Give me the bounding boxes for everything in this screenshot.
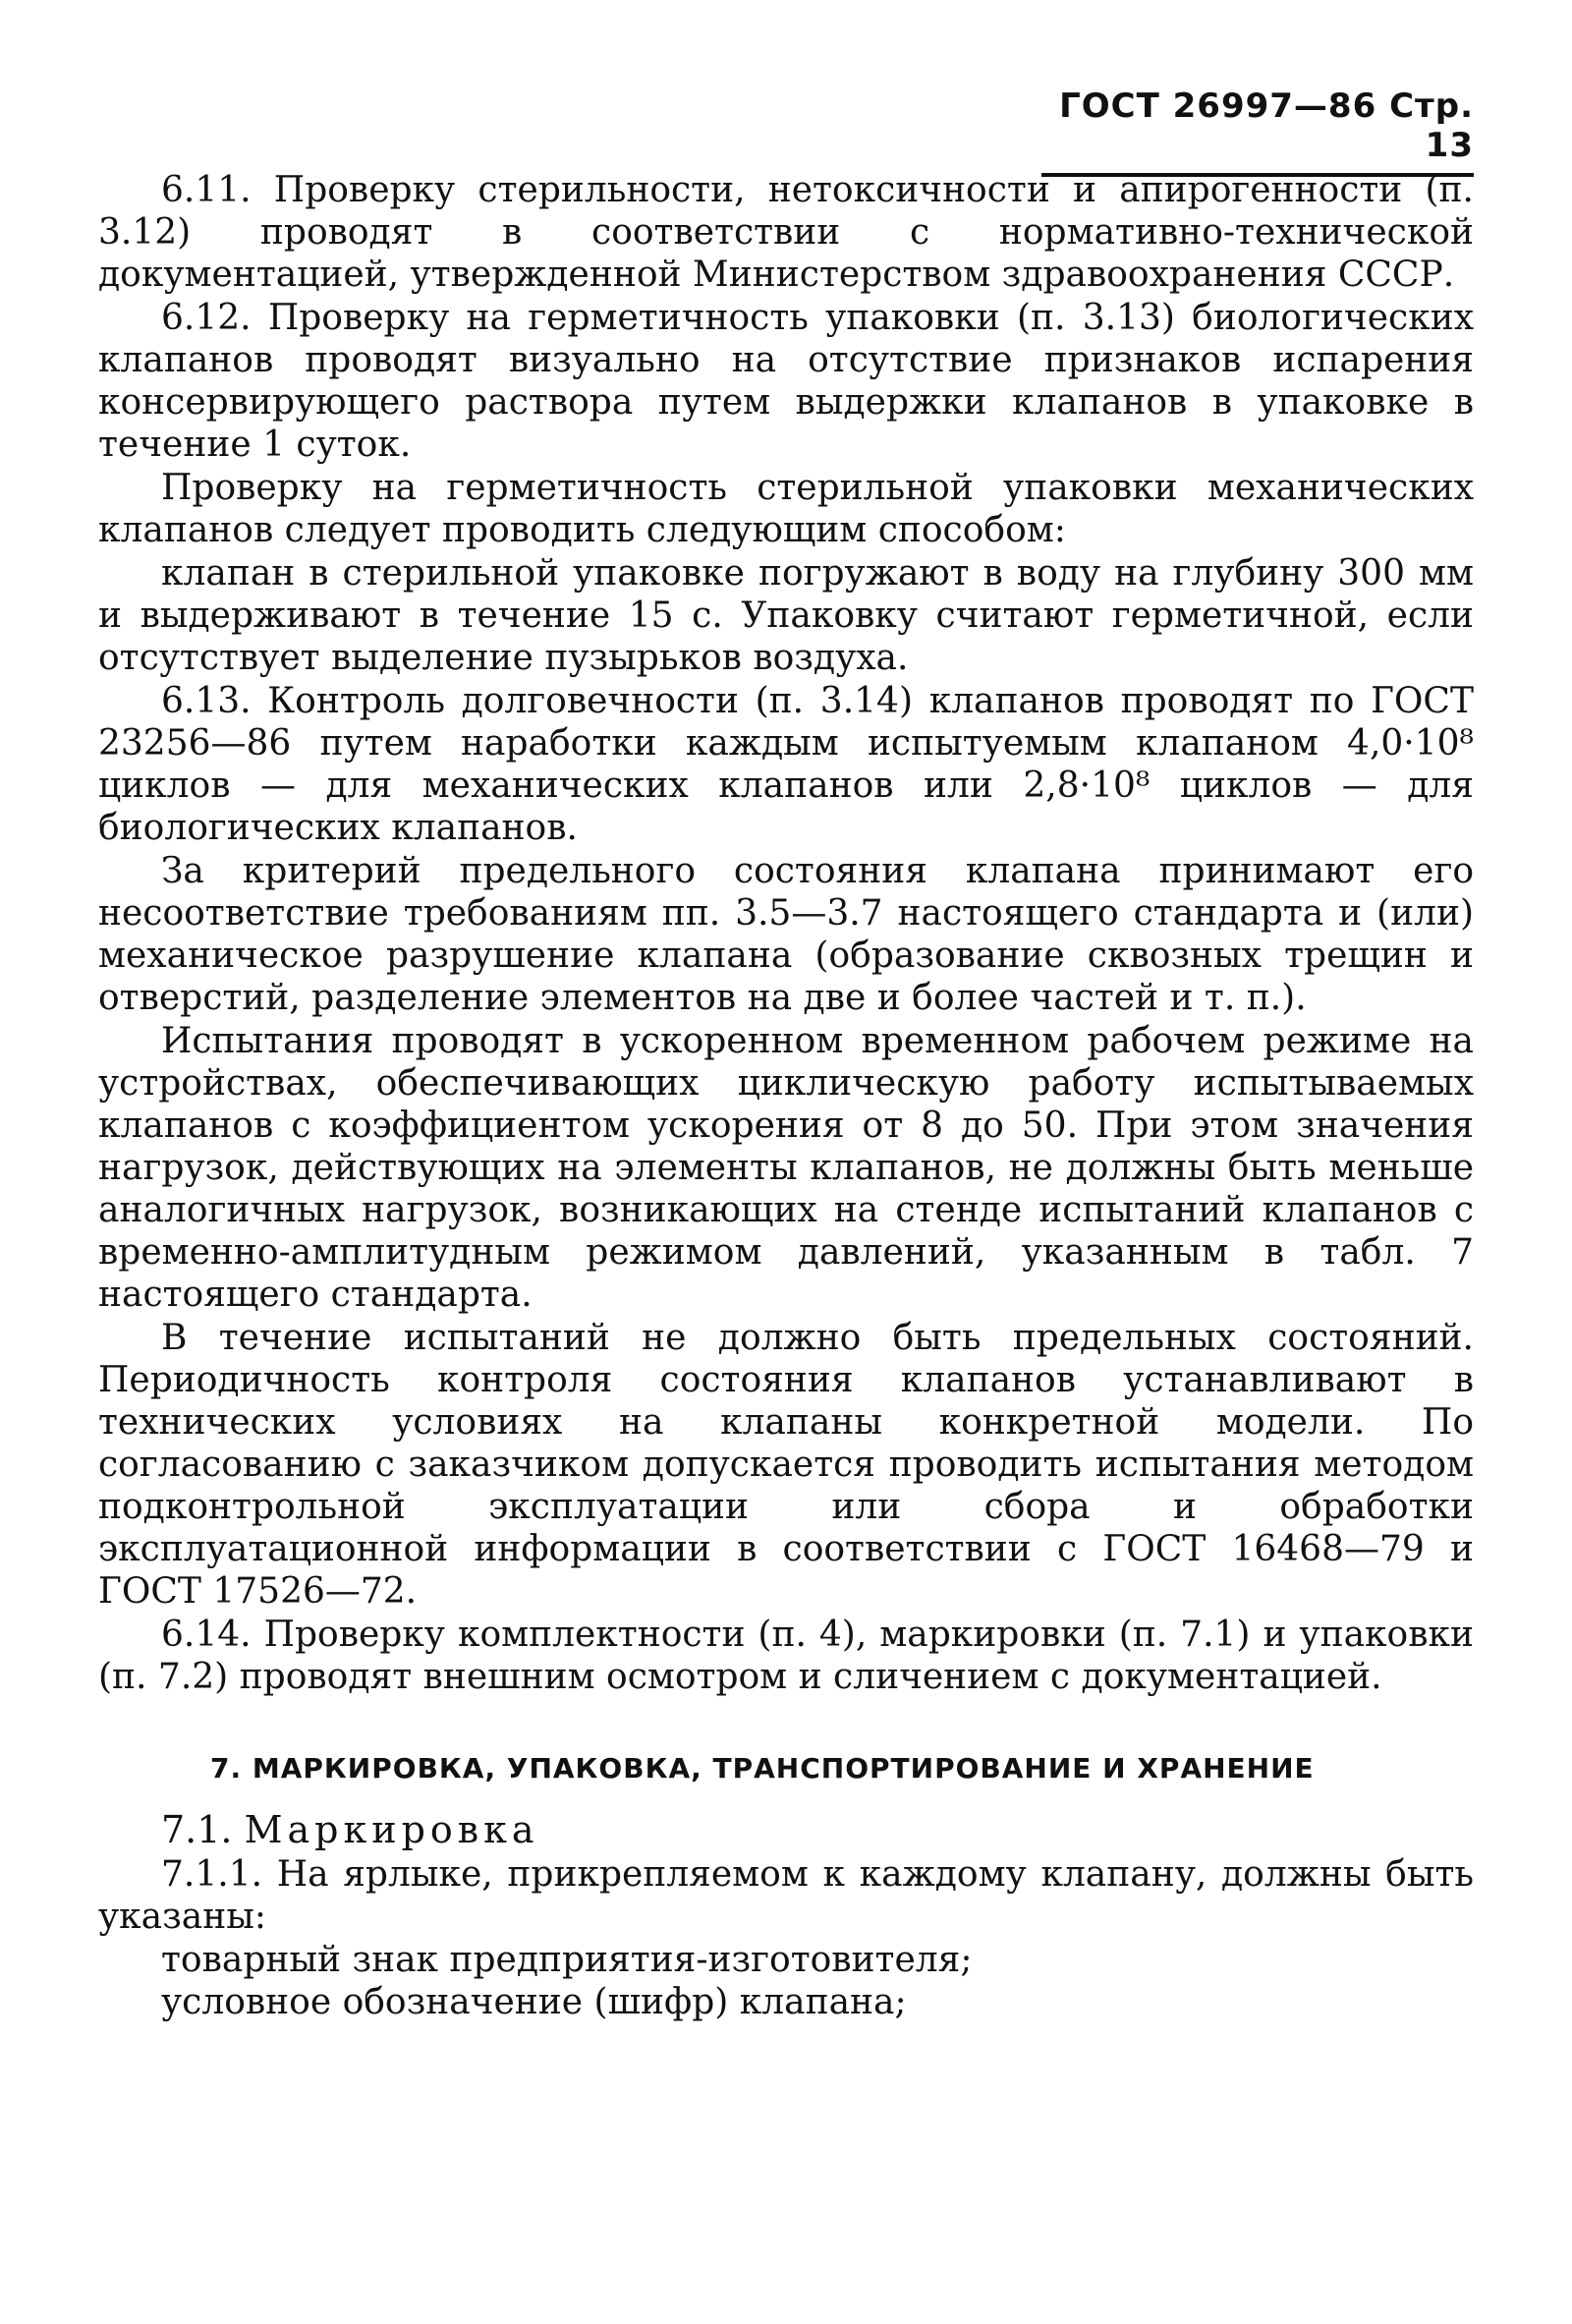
paragraph-limit-state-criterion: За критерий предельного состояния клапана принимают его несоответствие требованиям пп. 3.5—3.7 настоящего стандарта и (или) механическое разрушение клапана (образование сквозных трещин и отверстий, разделение элементов на две и более частей и т. п.). xyxy=(98,851,1474,1018)
paragraph-6-13: 6.13. Контроль долговечности (п. 3.14) клапанов проводят по ГОСТ 23256—86 путем наработки каждым испытуемым клапаном 4,0·10⁸ циклов — для механических клапанов или 2,8·10⁸ циклов — для биологических клапанов. xyxy=(98,681,1474,848)
document-body xyxy=(98,169,1474,2023)
subsection-title: Маркировка xyxy=(244,1808,539,1851)
paragraph-immersion-test: клапан в стерильной упаковке погружают в воду на глубину 300 мм и выдерживают в течение 15 с. Упаковку считают герметичной, если отсутствует выделение пузырьков воздуха. xyxy=(98,553,1474,678)
subsection-number: 7.1. xyxy=(161,1808,233,1851)
paragraph-6-12: 6.12. Проверку на герметичность упаковки (п. 3.13) биологических клапанов проводят визуально на отсутствие признаков испарения консервирующего раствора путем выдержки клапанов в упаковке в течение 1 суток. xyxy=(98,298,1474,465)
paragraph-7-1-1: 7.1.1. На ярлыке, прикрепляемом к каждому клапану, должны быть указаны: xyxy=(98,1854,1474,1937)
paragraph-sterile-packaging: Проверку на герметичность стерильной упаковки механических клапанов следует проводить следующим способом: xyxy=(98,468,1474,550)
paragraph-test-periodicity: В течение испытаний не должно быть предельных состояний. Периодичность контроля состояния клапанов устанавливают в технических условиях на клапаны конкретной модели. По согласованию с заказчиком допускается проводить испытания методом подконтрольной эксплуатации или сбора и обработки эксплуатационной информации в соответствии с ГОСТ 16468—79 и ГОСТ 17526—72. xyxy=(98,1318,1474,1612)
paragraph-accelerated-tests: Испытания проводят в ускоренном временном рабочем режиме на устройствах, обеспечивающих циклическую работу испытываемых клапанов с коэффициентом ускорения от 8 до 50. При этом значения нагрузок, действующих на элементы клапанов, не должны быть меньше аналогичных нагрузок, возникающих на стенде испытаний клапанов с временно-амплитудным режимом давлений, указанным в табл. 7 настоящего стандарта. xyxy=(98,1021,1474,1315)
list-item: условное обозначение (шифр) клапана; xyxy=(161,1982,907,2022)
section-title: 7. МАРКИРОВКА, УПАКОВКА, ТРАНСПОРТИРОВАНИЕ И ХРАНЕНИЕ xyxy=(210,1752,1315,1785)
page-header: ГОСТ 26997—86 Стр. 13 xyxy=(1041,86,1474,177)
paragraph-6-11: 6.11. Проверку стерильности, нетоксичности и апирогенности (п. 3.12) проводят в соответствии с нормативно-технической документацией, утвержденной Министерством здравоохранения СССР. xyxy=(98,170,1474,295)
subsection-heading xyxy=(98,1808,1474,1851)
paragraph-6-14: 6.14. Проверку комплектности (п. 4), маркировки (п. 7.1) и упаковки (п. 7.2) проводят внешним осмотром и сличением с документацией. xyxy=(98,1615,1474,1697)
list-item: товарный знак предприятия-изготовителя; xyxy=(161,1940,973,1980)
